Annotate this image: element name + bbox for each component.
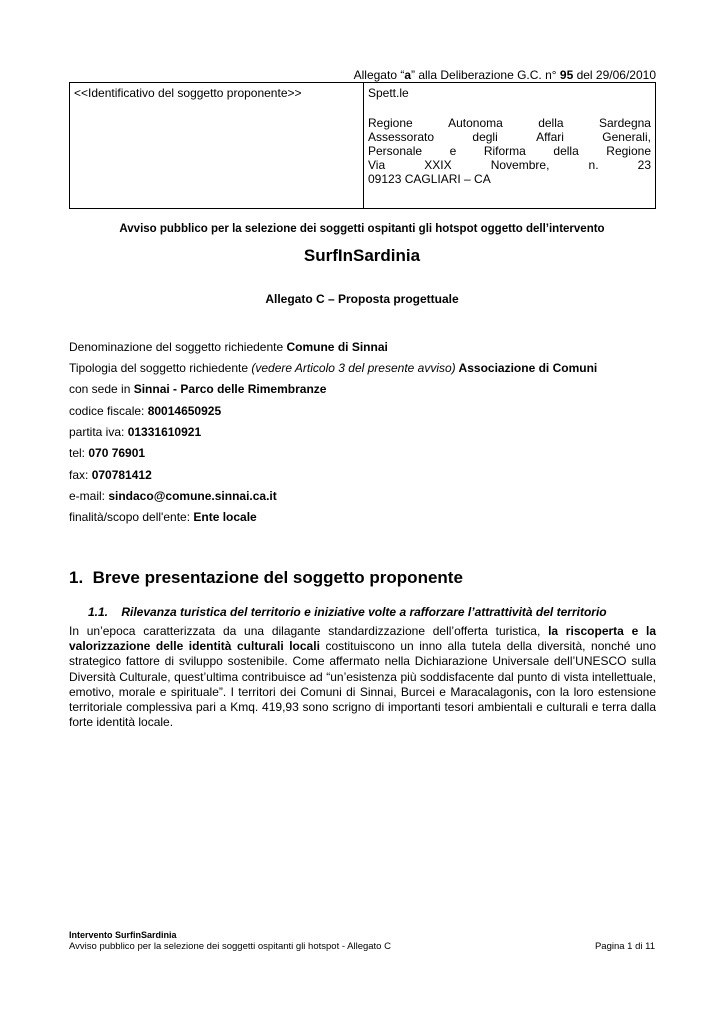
- address-word: 23: [637, 158, 651, 172]
- field-label: e-mail:: [69, 489, 109, 503]
- field-partita-iva: [69, 425, 201, 439]
- address-word: e: [449, 144, 457, 158]
- field-finalita: [69, 510, 257, 524]
- field-value: Ente locale: [193, 510, 257, 524]
- field-value: 070781412: [91, 468, 152, 482]
- field-value: Comune di Sinnai: [286, 340, 388, 354]
- address-word: n.: [588, 158, 599, 172]
- header-date: del 29/06/2010: [573, 68, 656, 82]
- address-word: Regione: [368, 116, 413, 130]
- attachment-title: Allegato C – Proposta progettuale: [265, 292, 459, 306]
- address-line: [368, 116, 651, 130]
- field-value: 070 76901: [88, 446, 146, 460]
- field-label: partita iva:: [69, 425, 128, 439]
- address-word: Generali,: [602, 130, 651, 144]
- field-label: tel:: [69, 446, 89, 460]
- header-text: Allegato “: [353, 68, 405, 82]
- field-tel: [69, 446, 145, 460]
- field-label: fax:: [69, 468, 92, 482]
- header-deliberation-number: 95: [559, 68, 574, 82]
- address-word: della: [553, 144, 579, 158]
- field-sede: [69, 382, 326, 396]
- field-value: Sinnai - Parco delle Rimembranze: [133, 382, 327, 396]
- paragraph-text: con la loro estensione territoriale complessiva pari a Kmq. 419,93 sono scrigno di importanti tesori ambientali e culturali e terra dalla forte identità locale.: [69, 684, 657, 730]
- header-reference: [70, 68, 656, 82]
- address-word: Novembre,: [490, 158, 550, 172]
- field-label: codice fiscale:: [69, 404, 148, 418]
- paragraph-emphasis: la riscoperta e la valorizzazione delle identità culturali locali: [69, 624, 657, 654]
- address-table: [69, 82, 656, 209]
- recipient-address-cell: [364, 83, 655, 214]
- header-allegato-letter: a: [404, 68, 412, 82]
- address-word: Via: [368, 158, 386, 172]
- address-word: Autonoma: [448, 116, 503, 130]
- proponent-identifier: <<Identificativo del soggetto proponente>>: [74, 86, 302, 100]
- field-label: Tipologia del soggetto richiedente: [69, 361, 252, 375]
- field-email: [69, 489, 277, 503]
- field-label: Denominazione del soggetto richiedente: [69, 340, 287, 354]
- address-line: [368, 144, 651, 158]
- proponent-identifier-cell: [70, 83, 364, 208]
- address-word: Riforma: [483, 144, 526, 158]
- field-tipologia: [69, 361, 597, 375]
- address-word: Assessorato: [368, 130, 435, 144]
- project-title: SurfInSardinia: [303, 246, 421, 265]
- field-value: 01331610921: [127, 425, 202, 439]
- field-label: finalità/scopo dell'ente:: [69, 510, 194, 524]
- address-line: [368, 158, 651, 172]
- paragraph-text: In un’epoca caratterizzata da una dilagante standardizzazione dell’offerta turistica,: [69, 624, 549, 638]
- subsection-heading: 1.1. Rilevanza turistica del territorio e iniziative volte a rafforzare l’attrattività del territorio: [88, 605, 607, 619]
- header-text: ” alla Deliberazione G.C. n°: [411, 68, 560, 82]
- section-heading: 1. Breve presentazione del soggetto proponente: [69, 568, 463, 587]
- address-line: [368, 130, 651, 144]
- paragraph-text: costituiscono un inno alla tutela della diversità, nonché uno strategico fattore di sviluppo sostenibile. Come affermato nella Dichiarazione Universale dell’UNESCO sulla Diversità Culturale, quest’ultima contribuisce ad “un’esistenza più soddisfacente dal punto di vista intellettuale, emotivo, morale e spirituale”. I territori dei Comuni di Sinnai, Burcei e Maracalagonis: [69, 639, 656, 699]
- field-value: Associazione di Comuni: [455, 361, 598, 375]
- field-value: sindaco@comune.sinnai.ca.it: [108, 489, 277, 503]
- field-codice-fiscale: [69, 404, 221, 418]
- notice-title: Avviso pubblico per la selezione dei soggetti ospitanti gli hotspot oggetto dell’intervento: [119, 223, 605, 235]
- address-line: [368, 86, 651, 100]
- address-word: XXIX: [424, 158, 452, 172]
- field-label: con sede in: [69, 382, 134, 396]
- field-value: 80014650925: [147, 404, 222, 418]
- footer-subtitle: Avviso pubblico per la selezione dei soggetti ospitanti gli hotspot - Allegato C: [69, 941, 391, 952]
- address-word: Affari: [536, 130, 564, 144]
- spett-le: Spett.le: [368, 86, 409, 100]
- address-word: Regione: [606, 144, 651, 158]
- section-paragraph: [69, 624, 656, 730]
- address-city: 09123 CAGLIARI – CA: [368, 172, 491, 186]
- address-word: degli: [472, 130, 498, 144]
- field-fax: [69, 468, 152, 482]
- field-note: (vedere Articolo 3 del presente avviso): [251, 361, 456, 375]
- page-number: Pagina 1 di 11: [594, 941, 655, 952]
- address-line: [368, 172, 651, 186]
- address-word: Personale: [368, 144, 423, 158]
- paragraph-emphasis: ,: [528, 684, 532, 699]
- field-denominazione: [69, 340, 388, 354]
- address-word: della: [538, 116, 564, 130]
- address-word: Sardegna: [598, 116, 651, 130]
- footer-title: Intervento SurfinSardinia: [69, 930, 177, 940]
